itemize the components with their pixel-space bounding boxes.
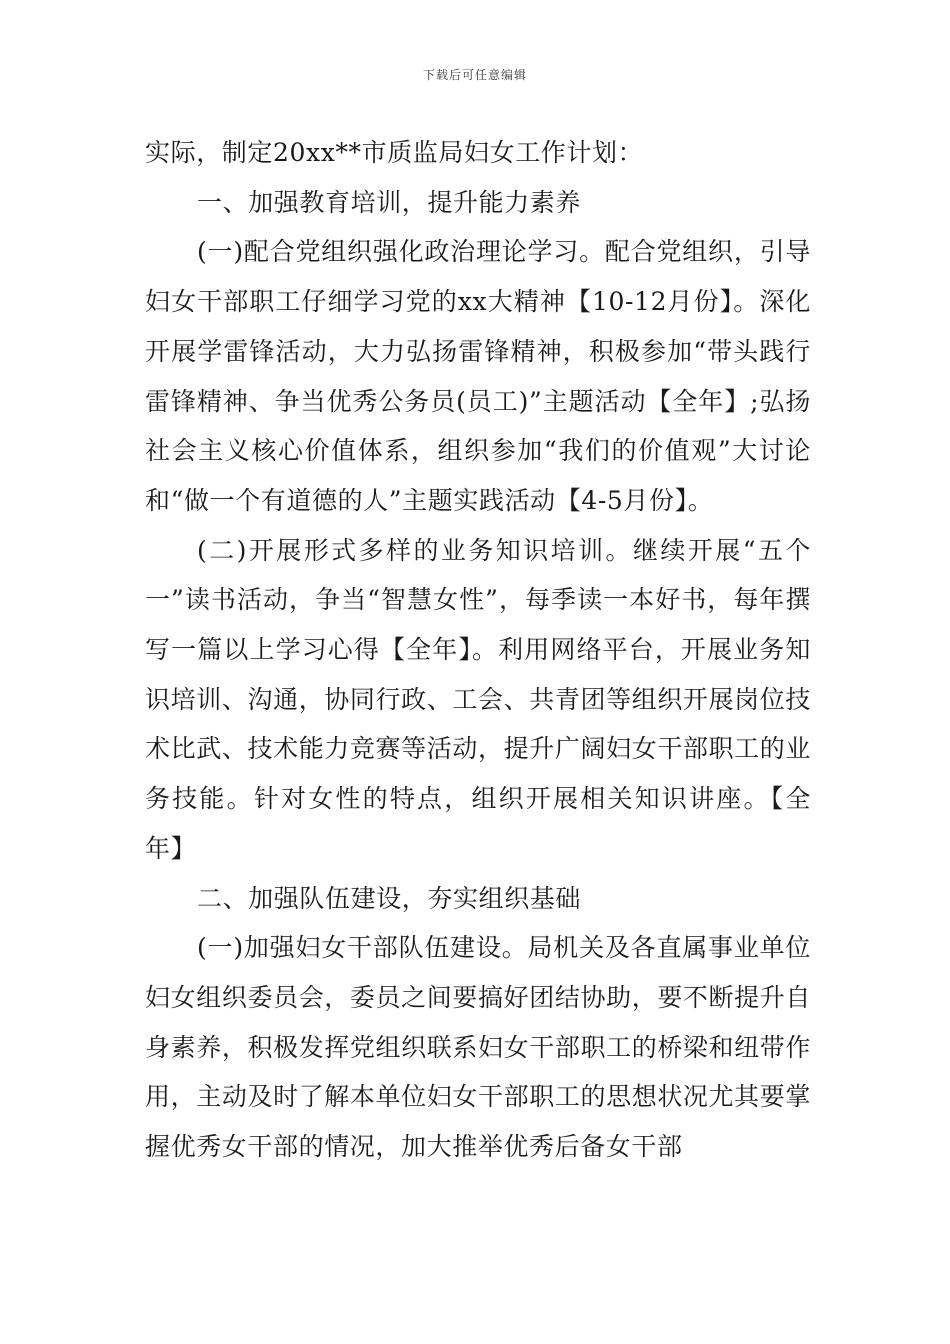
- paragraph-section-1-2: (二)开展形式多样的业务知识培训。继续开展“五个一”读书活动，争当“智慧女性”，每季读一本好书，每年撰写一篇以上学习心得【全年】。利用网络平台，开展业务知识培训、沟通，协同行政、工会、共青团等组织开展岗位技术比武、技术能力竞赛等活动，提升广阔妇女干部职工的业务技能。针对女性的特点，组织开展相关知识讲座。【全年】: [145, 535, 811, 863]
- heading-section-1: 一、加强教育培训，提升能力素养: [197, 187, 582, 217]
- paragraph-section-2-1: (一)加强妇女干部队伍建设。局机关及各直属事业单位妇女组织委员会，委员之间要搞好团结协助，要不断提升自身素养，积极发挥党组织联系妇女干部职工的桥梁和纽带作用，主动及时了解本单位妇女干部职工的思想状况尤其要掌握优秀女干部的情况，加大推举优秀后备女干部: [145, 933, 811, 1162]
- document-body: [145, 128, 811, 1172]
- paragraph-section-1-1: (一)配合党组织强化政治理论学习。配合党组织，引导妇女干部职工仔细学习党的xx大精神【10-12月份】。深化开展学雷锋活动，大力弘扬雷锋精神，积极参加“带头践行雷锋精神、争当优秀公务员(员工)”主题活动【全年】;弘扬社会主义核心价值体系，组织参加“我们的价值观”大讨论和“做一个有道德的人”主题实践活动【4-5月份】。: [145, 237, 811, 515]
- page-header: 下载后可任意编辑: [422, 68, 527, 82]
- heading-section-2: 二、加强队伍建设，夯实组织基础: [197, 883, 582, 913]
- paragraph-1: 实际，制定20xx**市质监局妇女工作计划：: [145, 138, 644, 167]
